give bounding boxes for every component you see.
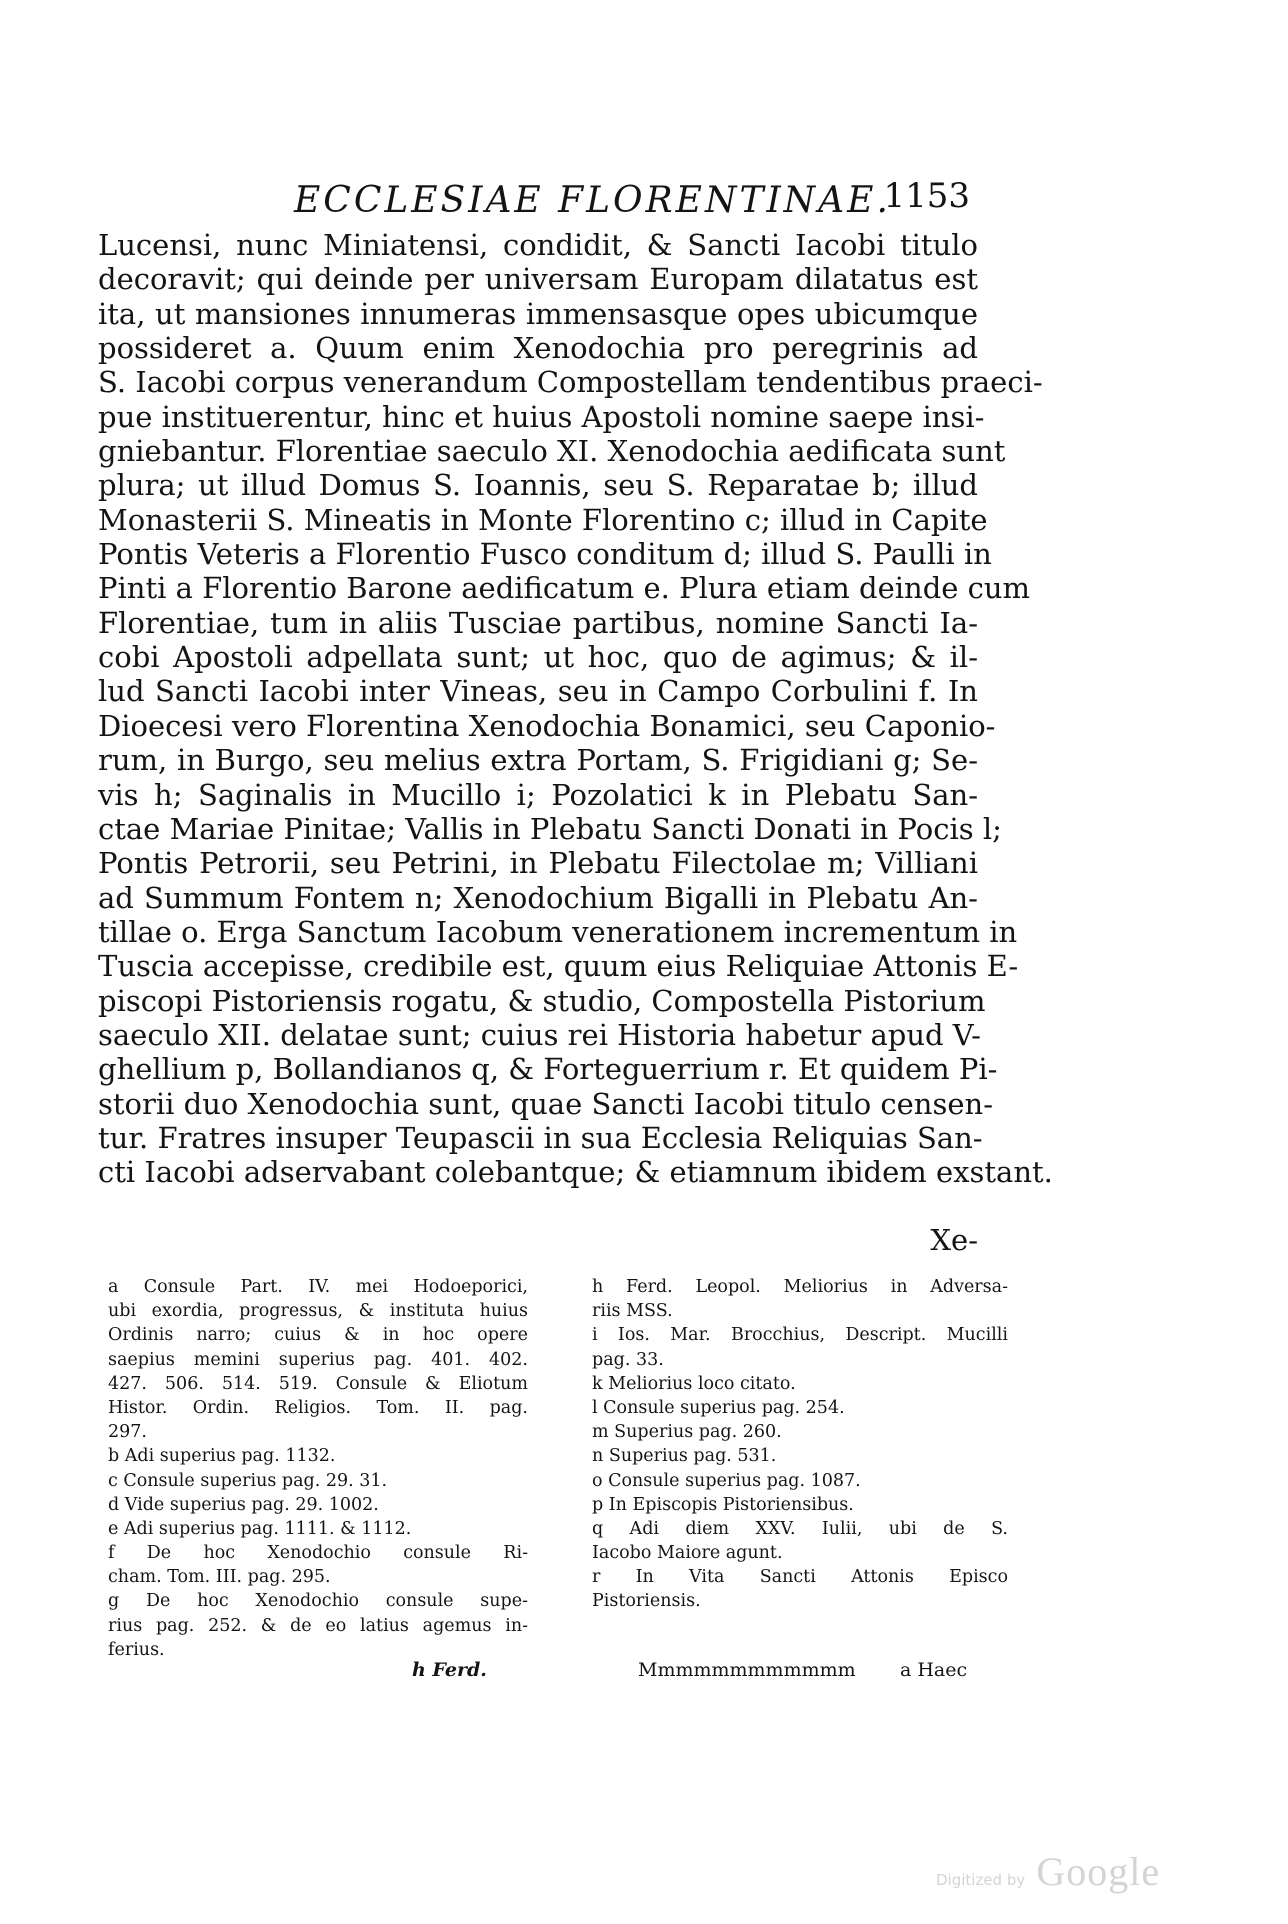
body-line: tillae o. Erga Sanctum Iacobum venerationem incrementum in [98,914,1018,949]
footnote-line: rius pag. 252. & de eo latius agemus in- [108,1615,528,1636]
footnote-line: d Vide superius pag. 29. 1002. [108,1494,379,1515]
body-line: pue instituerentur, hinc et huius Apostoli nomine saepe insi- [98,399,985,434]
body-text [98,228,1053,1190]
body-line: Tuscia accepisse, credibile est, quum eius Reliquiae Attonis E- [98,949,1019,984]
footnote-line: 427. 506. 514. 519. Consule & Eliotum [108,1373,528,1394]
footnotes-right-column [592,1275,1008,1614]
body-line: cobi Apostoli adpellata sunt; ut hoc, quo de agimus; & il- [98,640,978,675]
body-line: vis h; Saginalis in Mucillo i; Pozolatici k in Plebatu San- [98,777,978,812]
body-line: rum, in Burgo, seu melius extra Portam, S. Frigidiani g; Se- [98,743,978,778]
footnote-line: Ordinis narro; cuius & in hoc opere [108,1325,528,1346]
footnote-line: k Meliorius loco citato. [592,1373,796,1394]
footnote-line: pag. 33. [592,1349,664,1370]
footnote-line: Histor. Ordin. Religios. Tom. II. pag. [108,1397,528,1418]
footnote-line: c Consule superius pag. 29. 31. [108,1470,388,1491]
footnote-line: cham. Tom. III. pag. 295. [108,1567,331,1588]
body-line: cti Iacobi adservabant colebantque; & etiamnum ibidem exstant. [98,1155,1053,1190]
body-line: tur. Fratres insuper Teupascii in sua Ecclesia Reliquias San- [98,1120,983,1155]
body-line: gniebantur. Florentiae saeculo XI. Xenodochia aedificata sunt [98,434,1006,469]
signature-mark: Mmmmmmmmmmmm [638,1659,856,1681]
body-line: Dioecesi vero Florentina Xenodochia Bonamici, seu Caponio- [98,708,996,743]
body-line: lud Sancti Iacobi inter Vineas, seu in Campo Corbulini f. In [98,674,978,709]
footnote-line: f De hoc Xenodochio consule Ri- [108,1543,528,1564]
footnote-line: h Ferd. Leopol. Meliorius in Adversa- [592,1277,1008,1297]
footnote-line: e Adi superius pag. 1111. & 1112. [108,1518,412,1539]
footnote-line: i Ios. Mar. Brocchius, Descript. Mucilli [592,1325,1008,1346]
body-line: Pontis Veteris a Florentio Fusco conditum d; illud S. Paulli in [98,537,992,572]
running-head [98,176,978,226]
footnote-line: g De hoc Xenodochio consule supe- [108,1591,528,1612]
body-line: ghellium p, Bollandianos q, & Forteguerrium r. Et quidem Pi- [98,1052,998,1087]
body-line: piscopi Pistoriensis rogatu, & studio, Compostella Pistorium [98,983,986,1018]
footnote-line: o Consule superius pag. 1087. [592,1470,861,1491]
body-line: S. Iacobi corpus venerandum Compostellam tendentibus praeci- [98,365,1043,400]
footnote-line: Pistoriensis. [592,1591,701,1612]
body-line: saeculo XII. delatae sunt; cuius rei Historia habetur apud V- [98,1017,981,1052]
watermark-small-text: Digitized by [936,1871,1026,1889]
footer-catchword-left: h Ferd. [412,1659,487,1681]
body-line: possideret a. Quum enim Xenodochia pro peregrinis ad [98,331,978,366]
running-head-title: ECCLESIAE FLORENTINAE. [294,180,891,221]
body-line: decoravit; qui deinde per universam Europam dilatatus est [98,262,978,297]
watermark-logo-text: Google [1036,1849,1161,1894]
footnote-line: a Consule Part. IV. mei Hodoeporici, [108,1277,528,1297]
footnote-line: Iacobo Maiore agunt. [592,1543,783,1564]
footer-catchword-right: a Haec [900,1659,968,1681]
google-watermark [936,1848,1160,1895]
body-line: Pinti a Florentio Barone aedificatum e. Plura etiam deinde cum [98,571,1031,606]
footnote-line: ferius. [108,1639,165,1660]
body-line: Lucensi, nunc Miniatensi, condidit, & Sancti Iacobi titulo [98,228,978,262]
footnote-line: 297. [108,1422,147,1443]
catchword: Xe- [930,1223,978,1257]
body-line: Pontis Petrorii, seu Petrini, in Plebatu Filectolae m; Villiani [98,846,978,881]
footnote-line: l Consule superius pag. 254. [592,1397,845,1418]
page-number: 1153 [883,176,970,216]
body-line: ctae Mariae Pinitae; Vallis in Plebatu Sancti Donati in Pocis l; [98,811,1002,846]
body-line: ita, ut mansiones innumeras immensasque opes ubicumque [98,296,978,331]
footnote-line: saepius memini superius pag. 401. 402. [108,1349,528,1370]
footnote-line: ubi exordia, progressus, & instituta huius [108,1301,528,1322]
footnotes-left-column [108,1275,528,1662]
body-line: Florentiae, tum in aliis Tusciae partibus, nomine Sancti Ia- [98,605,978,640]
footnote-line: b Adi superius pag. 1132. [108,1446,336,1467]
footnote-line: r In Vita Sancti Attonis Episco [592,1567,1008,1588]
footnote-line: n Superius pag. 531. [592,1446,777,1467]
footnote-line: p In Episcopis Pistoriensibus. [592,1494,854,1515]
body-line: plura; ut illud Domus S. Ioannis, seu S. Reparatae b; illud [98,468,978,503]
body-line: storii duo Xenodochia sunt, quae Sancti Iacobi titulo censen- [98,1086,993,1121]
body-line: ad Summum Fontem n; Xenodochium Bigalli in Plebatu An- [98,880,978,915]
footnote-line: q Adi diem XXV. Iulii, ubi de S. [592,1518,1008,1539]
footnote-line: riis MSS. [592,1301,673,1322]
footnote-line: m Superius pag. 260. [592,1422,782,1443]
body-line: Monasterii S. Mineatis in Monte Florentino c; illud in Capite [98,502,988,537]
